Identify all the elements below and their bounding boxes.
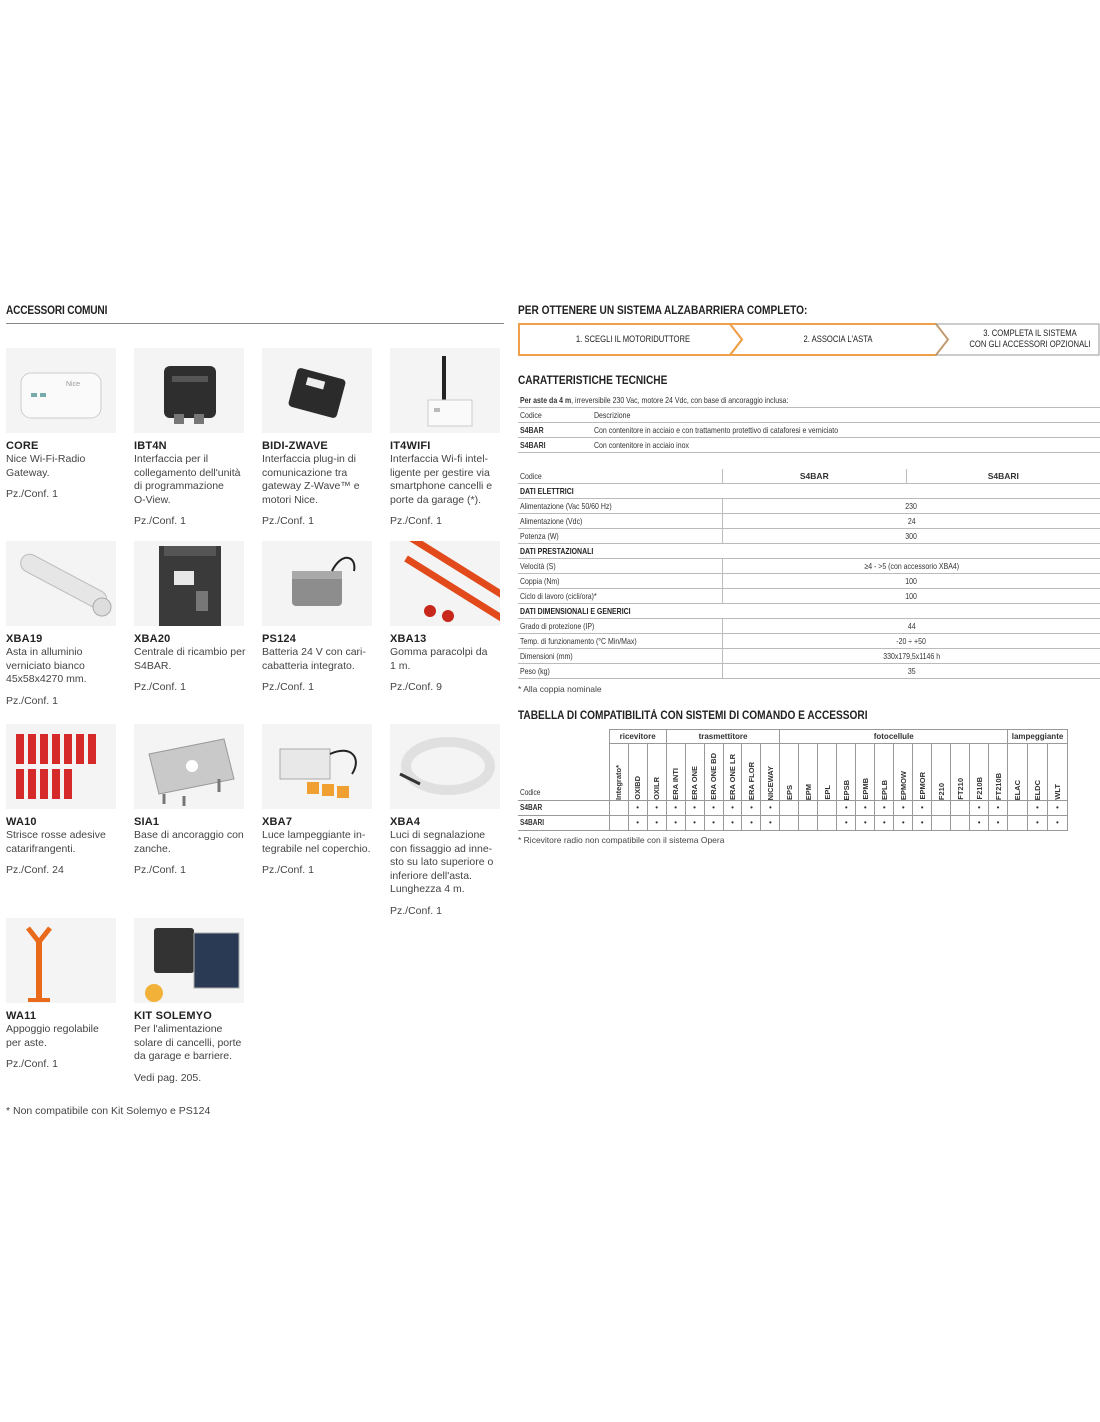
spec-row [518,664,1100,679]
compat-cell: • [856,801,875,816]
spec-label: Ciclo di lavoro (cicli/ora)* [520,591,597,601]
spec-value: 24 [907,516,916,526]
compatibility-table [518,729,1068,831]
flashing-light-icon [262,724,372,809]
compat-cell: • [837,801,856,816]
compat-column-header: EPM [803,783,813,800]
spec-value: 330x179,5x1146 h [883,651,940,661]
section-title-sistema: PER OTTENERE UN SISTEMA ALZABARRIERA COMPLETO: [518,305,808,317]
specifications-table [518,469,1100,679]
spec-value: 100 [905,576,918,586]
compat-cell: • [666,801,685,816]
product-description: Interfaccia plug-in di comunicazione tra gateway Z-Wave™ e motori Nice. [262,453,360,506]
product-quantity: Pz./Conf. 24 [6,864,64,876]
compat-cell: • [1047,801,1067,816]
compat-cell [951,801,970,816]
compat-cell: • [723,816,742,831]
product-card [134,724,254,876]
compat-cell: • [913,801,932,816]
spec-label: Potenza (W) [520,531,559,541]
footnote: * Non compatibile con Kit Solemyo e PS124 [6,1105,211,1117]
product-code: XBA4 [390,816,421,828]
compat-cell: • [761,801,780,816]
spec-value: -20 ÷ +50 [896,636,927,646]
product-description: Gomma paracolpi da 1 m. [390,646,488,672]
compat-column-header: EPMB [860,778,870,800]
product-image [390,348,500,433]
compat-cell [780,816,799,831]
compat-cell: • [628,816,647,831]
steps-arrow-bar [518,323,1100,356]
compat-column-header: ERA ONE [690,766,700,800]
compat-column-header: ERA ONE BD [709,753,719,800]
compat-cell: • [647,816,666,831]
compat-cell [818,816,837,831]
compat-cell: • [1027,801,1047,816]
compat-group-header: fotocellule [780,730,1008,744]
product-code: KIT SOLEMYO [134,1010,212,1022]
product-card [390,541,510,693]
compat-column-header: Integrato* [614,764,624,800]
specs-title: CARATTERISTICHE TECNICHE [518,375,668,387]
product-image [6,541,116,626]
compat-cell: • [1047,816,1067,831]
compat-cell [780,801,799,816]
compat-column-header: F210 [936,782,946,800]
product-image [262,724,372,809]
svg-text:Nice: Nice [66,381,81,388]
compat-column-header: OXIBD [633,776,643,800]
intro-row [518,393,1100,408]
plugin-module-icon [262,348,372,433]
spec-row [518,499,1100,514]
compat-cell: • [685,801,704,816]
compat-cell [609,816,628,831]
compat-column-header: EPMOR [917,772,927,800]
spec-header-s4bari: S4BARI [906,469,1100,484]
compat-cell [932,801,951,816]
product-card [390,348,510,527]
compat-cell [609,801,628,816]
compat-column-header: ERA FLOR [746,761,756,800]
compat-cell: • [666,816,685,831]
spec-label: Alimentazione (Vdc) [520,516,583,526]
product-code: XBA19 [6,633,43,645]
desc-text: Con contenitore in acciaio inox [594,440,689,450]
compat-column-header: WLT [1052,784,1062,800]
compat-cell [951,816,970,831]
spec-row [518,559,1100,574]
compat-row [518,801,1068,816]
compat-cell [799,801,818,816]
compat-cell: • [894,816,913,831]
support-post-icon [6,918,116,1003]
reflective-strips-icon [6,724,116,809]
product-image [262,541,372,626]
description-row [518,423,1100,438]
compat-cell: • [856,816,875,831]
desc-code: S4BARI [520,440,546,450]
description-row [518,438,1100,453]
compat-cell: • [913,816,932,831]
compat-cell: • [647,801,666,816]
compat-cell [1008,816,1028,831]
compat-cell: • [875,801,894,816]
product-description: Interfaccia per il collegamento dell'unità di programmazione O-View. [134,453,241,506]
spec-header-s4bar: S4BAR [723,469,907,484]
compat-row [518,816,1068,831]
product-description: Interfaccia Wi-fi intel- ligente per gestire via smartphone cancelli e porte da garage (*). [390,453,493,506]
spec-value: 300 [905,531,918,541]
product-quantity: Pz./Conf. 1 [134,515,186,527]
compat-column-header: NICEWAY [765,765,775,800]
product-card [6,918,126,1070]
spec-label: Peso (kg) [520,666,550,676]
compat-cell: • [970,816,989,831]
product-card [134,541,254,693]
spec-value: 44 [907,621,916,631]
product-description: Luce lampeggiante in- tegrabile nel coperchio. [262,829,371,855]
spec-row [518,634,1100,649]
product-quantity: Pz./Conf. 1 [262,515,314,527]
compat-column-header: ELDC [1032,779,1042,800]
compat-column-header: OXILR [652,777,662,800]
product-image [390,724,500,809]
compat-cell: • [837,816,856,831]
compat-column-header: EPLB [879,779,889,800]
product-card [262,724,382,876]
product-code: CORE [6,440,39,452]
led-strip-icon [390,724,500,809]
interface-module-icon [134,348,244,433]
spec-label: Temp. di funzionamento (°C Min/Max) [520,636,637,646]
compat-column-header: ELAC [1012,779,1022,800]
spec-header-code: Codice [520,471,542,481]
compat-cell [799,816,818,831]
description-header-row [518,408,1100,423]
compat-cell: • [1027,816,1047,831]
compat-column-header: ERA INTI [671,768,681,800]
anchor-base-icon [134,724,244,809]
compat-cell: • [894,801,913,816]
product-description: Appoggio regolabile per aste. [6,1023,99,1049]
spec-group-row [518,544,1100,559]
intro-text: , irreversibile 230 Vac, motore 24 Vdc, con base di ancoraggio inclusa: [571,395,789,405]
product-image [6,724,116,809]
compat-code-label: Codice [520,788,541,797]
spec-group-row [518,604,1100,619]
product-quantity: Pz./Conf. 1 [134,681,186,693]
product-card [6,541,126,707]
compat-row-code: S4BAR [520,803,543,812]
compat-column-header: FT210B [993,772,1003,800]
compat-cell [818,801,837,816]
product-card [134,918,254,1084]
battery-icon [262,541,372,626]
desc-header-description: Descrizione [594,410,631,420]
spec-row [518,619,1100,634]
compat-cell: • [685,816,704,831]
product-card [390,724,510,917]
product-image [6,348,116,433]
spec-row [518,574,1100,589]
product-code: WA10 [6,816,37,828]
compat-column-row [518,744,1068,801]
compat-cell: • [970,801,989,816]
product-quantity: Pz./Conf. 1 [262,681,314,693]
product-card [134,348,254,527]
compat-cell: • [704,801,723,816]
step-2-label: 2. ASSOCIA L'ASTA [803,334,873,344]
compat-footnote: * Ricevitore radio non compatibile con il sistema Opera [518,835,725,845]
spec-row [518,529,1100,544]
compat-cell: • [723,801,742,816]
compat-group-header: trasmettitore [666,730,780,744]
compat-column-header: EPMOW [898,770,908,800]
spec-label: Grado di protezione (IP) [520,621,595,631]
spec-label: Velocità (S) [520,561,556,571]
spec-value: 100 [905,591,918,601]
spec-label: Dimensioni (mm) [520,651,573,661]
section-divider [6,323,504,324]
product-quantity: Pz./Conf. 1 [6,1058,58,1070]
compat-column-header: FT210 [955,778,965,800]
wifi-antenna-icon [390,348,500,433]
compat-column-header: F210B [974,777,984,800]
compat-cell: • [704,816,723,831]
spec-row [518,589,1100,604]
product-quantity: Pz./Conf. 1 [6,488,58,500]
product-description: Luci di segnalazione con fissaggio ad inne- sto su lato superiore o inferiore dell'asta. Lunghezza 4 m. [390,829,494,895]
product-quantity: Pz./Conf. 1 [262,864,314,876]
product-description: Centrale di ricambio per S4BAR. [134,646,246,672]
product-card [6,724,126,876]
compat-cell: • [989,801,1008,816]
compat-cell: • [761,816,780,831]
description-table [518,393,1100,453]
spec-value: 35 [907,666,916,676]
spec-footnote: * Alla coppia nominale [518,684,602,694]
product-code: XBA20 [134,633,171,645]
compat-cell [1008,801,1028,816]
product-quantity: Pz./Conf. 1 [6,694,58,707]
desc-header-code: Codice [520,410,542,420]
compat-group-row [518,730,1068,744]
product-image [6,918,116,1003]
product-card [6,348,126,500]
spec-value: ≥4 - >5 (con accessorio XBA4) [864,561,959,571]
compat-column-header: EPSB [841,779,851,800]
gateway-icon [6,348,116,433]
product-description: Asta in alluminio verniciato bianco 45x58x4270 mm. [6,646,87,685]
step-1-label: 1. SCEGLI IL MOTORIDUTTORE [575,334,691,344]
spec-group-title: DATI PRESTAZIONALI [520,546,594,556]
compat-cell: • [628,801,647,816]
section-title-accessori: ACCESSORI COMUNI [6,305,108,317]
product-code: XBA13 [390,633,427,645]
product-code: XBA7 [262,816,293,828]
compat-cell [932,816,951,831]
product-quantity: Pz./Conf. 1 [390,515,442,527]
intro-bold: Per aste da 4 m [520,395,572,405]
compat-column-header: EPL [822,785,832,800]
control-board-icon [134,541,244,626]
product-image [134,918,244,1003]
product-code: PS124 [262,633,297,645]
product-code: IBT4N [134,440,167,452]
product-quantity: Vedi pag. 205. [134,1071,202,1084]
product-image [262,348,372,433]
product-card [262,348,382,527]
product-quantity: Pz./Conf. 1 [390,904,442,917]
step-3-label: 3. COMPLETA IL SISTEMA CON GLI ACCESSORI OPZIONALI [969,328,1091,349]
product-description: Strisce rosse adesive catarifrangenti. [6,829,106,855]
compat-cell: • [742,801,761,816]
desc-code: S4BAR [520,425,544,435]
spec-row [518,649,1100,664]
rubber-bumper-icon [390,541,500,626]
desc-text: Con contenitore in acciaio e con trattamento protettivo di cataforesi e verniciato [594,425,839,435]
spec-group-row [518,484,1100,499]
product-quantity: Pz./Conf. 1 [134,864,186,876]
product-code: IT4WIFI [390,440,431,452]
compat-column-header: ERA ONE LR [728,754,737,800]
spec-group-title: DATI ELETTRICI [520,486,574,496]
product-code: BIDI-ZWAVE [262,440,328,452]
product-description: Batteria 24 V con cari- cabatteria integrato. [262,646,366,672]
aluminium-bar-icon [6,541,116,626]
spec-label: Alimentazione (Vac 50/60 Hz) [520,501,612,511]
product-image [134,724,244,809]
product-description: Per l'alimentazione solare di cancelli, porte da garage e barriere. [134,1023,242,1062]
solar-kit-icon [134,918,244,1003]
product-code: WA11 [6,1010,37,1022]
product-code: SIA1 [134,816,160,828]
product-image [390,541,500,626]
compat-title: TABELLA DI COMPATIBILITÀ CON SISTEMI DI COMANDO E ACCESSORI [518,710,868,722]
spec-row [518,514,1100,529]
spec-group-title: DATI DIMENSIONALI E GENERICI [520,606,631,616]
compat-cell: • [989,816,1008,831]
compat-column-header: EPS [784,784,794,800]
product-description: Nice Wi-Fi-Radio Gateway. [6,453,86,479]
product-description: Base di ancoraggio con zanche. [134,829,244,855]
product-card [262,541,382,693]
spec-value: 230 [905,501,918,511]
compat-group-header: lampeggiante [1008,730,1068,744]
compat-cell: • [742,816,761,831]
compat-cell: • [875,816,894,831]
product-image [134,541,244,626]
compat-grid [518,729,1068,831]
spec-label: Coppia (Nm) [520,576,560,586]
product-image [134,348,244,433]
product-quantity: Pz./Conf. 9 [390,681,442,693]
spec-header-row [518,469,1100,484]
compat-group-header: ricevitore [609,730,666,744]
compat-row-code: S4BARI [520,818,545,827]
